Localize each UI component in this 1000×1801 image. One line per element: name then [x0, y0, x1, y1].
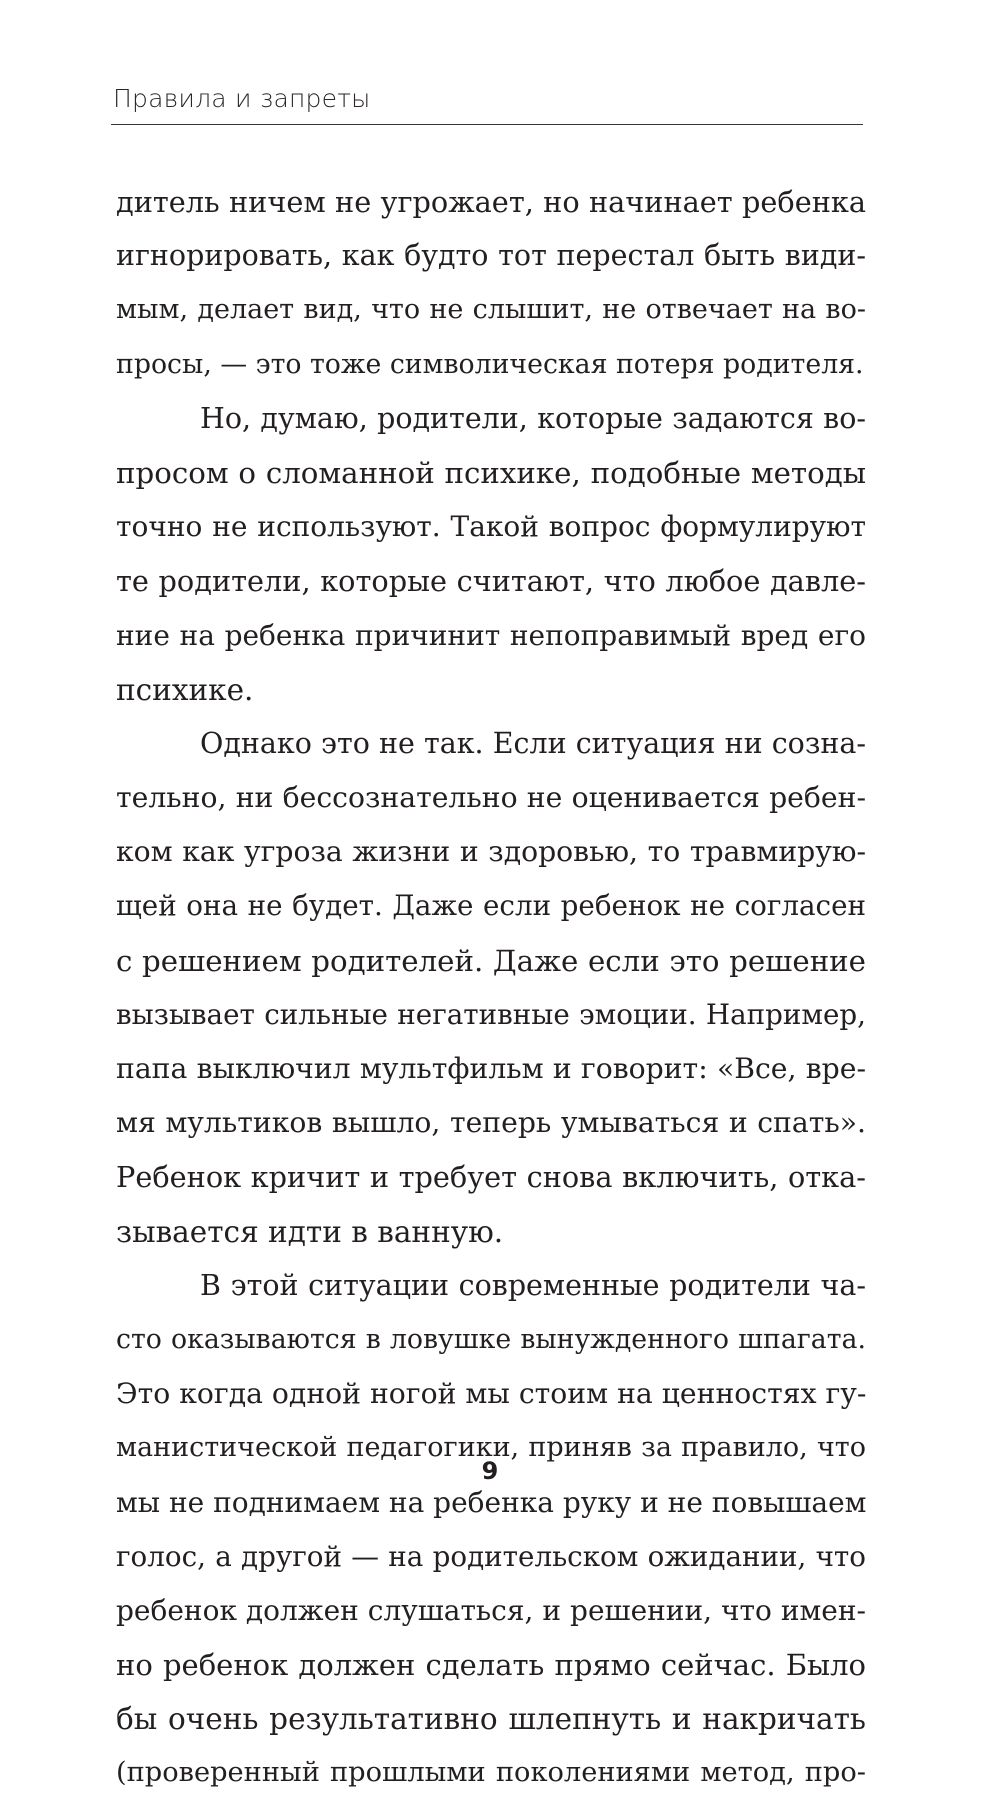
text-line: голос, а другой — на родительском ожидании, что — [116, 1539, 866, 1573]
text-line: с решением родителей. Даже если это решение — [116, 943, 866, 978]
text-line: щей она не будет. Даже если ребенок не согласен — [116, 889, 866, 923]
text-line: Это когда одной ногой мы стоим на ценностях гу- — [116, 1377, 867, 1411]
running-head: Правила и запреты — [113, 84, 371, 113]
text-line: просы, — это тоже символическая потеря родителя. — [116, 348, 864, 380]
text-line: бы очень результативно шлепнуть и накричать — [116, 1702, 866, 1737]
text-line: мя мультиков вышло, теперь умываться и спать». — [116, 1106, 866, 1140]
header-rule — [111, 124, 863, 125]
body-text — [116, 175, 866, 1801]
text-line: ком как угроза жизни и здоровью, то травмирую- — [116, 835, 866, 869]
text-line: тельно, ни бессознательно не оценивается ребен- — [116, 781, 866, 815]
text-line: но ребенок должен сделать прямо сейчас. Было — [116, 1648, 866, 1683]
text-line: мы не поднимаем на ребенка руку и не повышаем — [116, 1485, 867, 1519]
text-line: папа выключил мультфильм и говорит: «Все, вре- — [116, 1052, 866, 1085]
text-line: зывается идти в ванную. — [116, 1214, 504, 1249]
text-line: точно не используют. Такой вопрос формулируют — [116, 510, 866, 544]
text-line: манистической педагогики, приняв за правило, что — [116, 1432, 866, 1464]
text-line: Однако это не так. Если ситуация ни созна- — [200, 726, 866, 760]
text-line: Ребенок кричит и требует снова включить, отка- — [116, 1160, 866, 1195]
text-line: игнорировать, как будто тот перестал быть види- — [116, 239, 866, 273]
text-line: мым, делает вид, что не слышит, не отвечает на во- — [116, 294, 866, 326]
text-line: сто оказываются в ловушке вынужденного шпагата. — [116, 1323, 866, 1355]
text-line: ребенок должен слушаться, и решении, что имен- — [116, 1593, 866, 1627]
text-line: Но, думаю, родители, которые задаются во- — [200, 401, 866, 435]
text-line: просом о сломанной психике, подобные методы — [116, 455, 866, 490]
text-line: (проверенный прошлыми поколениями метод, про- — [116, 1757, 866, 1789]
text-line: дитель ничем не угрожает, но начинает ребенка — [116, 185, 866, 219]
text-line: те родители, которые считают, что любое давле- — [116, 564, 866, 599]
text-line: вызывает сильные негативные эмоции. Например, — [116, 997, 866, 1031]
text-line: ние на ребенка причинит непоправимый вред его — [116, 618, 866, 652]
text-line: В этой ситуации современные родители ча- — [200, 1268, 866, 1302]
text-line: психике. — [116, 672, 254, 707]
page-number: 9 — [481, 1457, 499, 1485]
